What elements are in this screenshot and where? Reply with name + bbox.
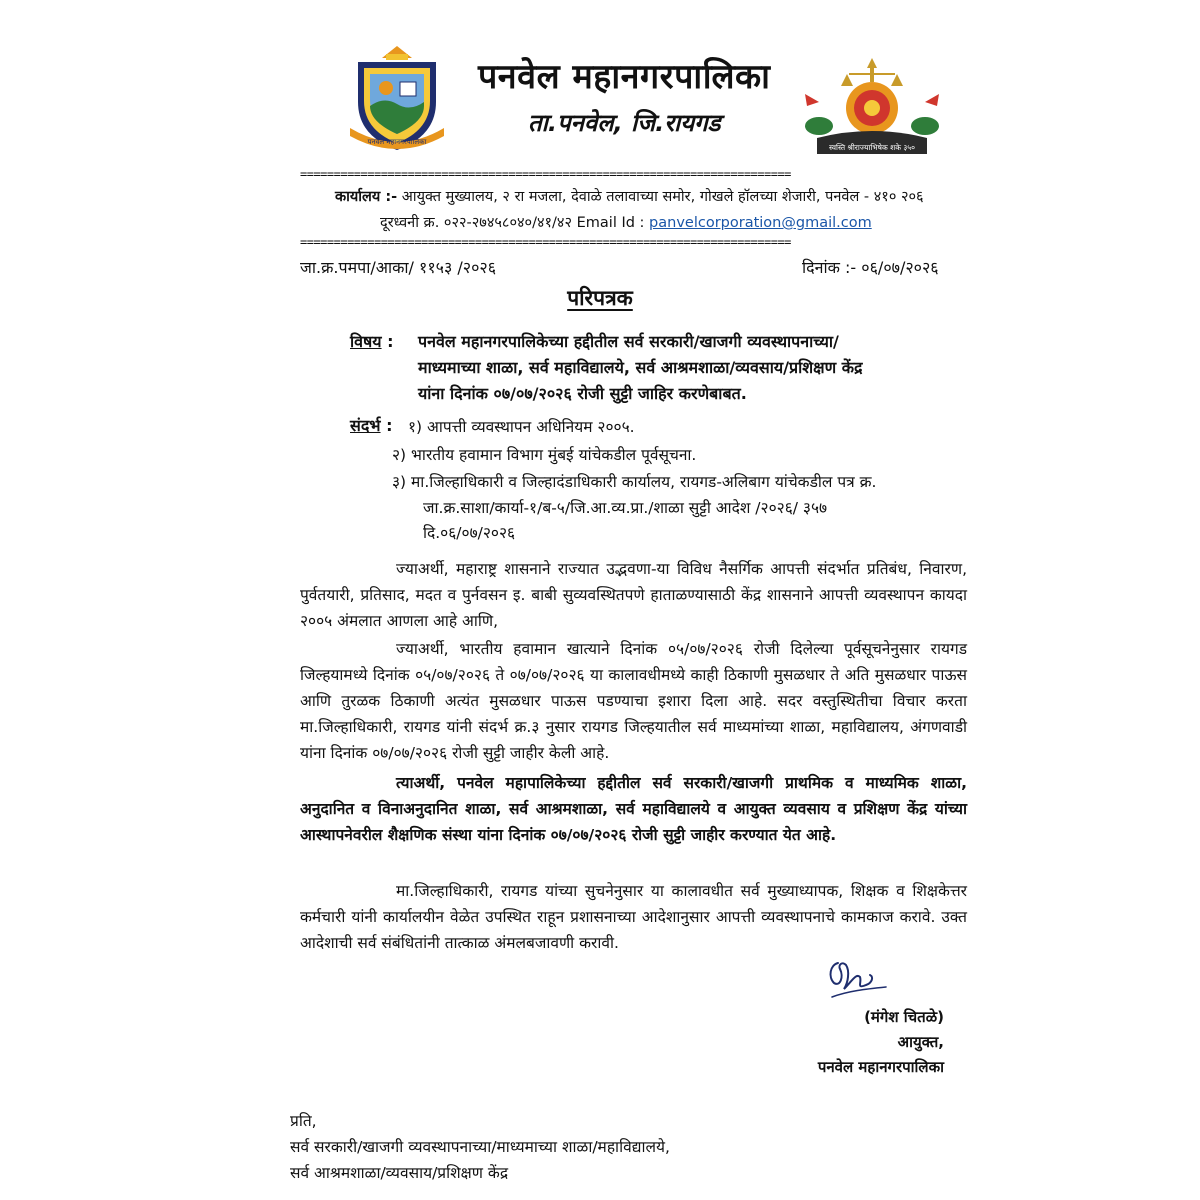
office-address [335, 186, 924, 206]
body-paragraph: मा.जिल्हाधिकारी, रायगड यांच्या सुचनेनुसार या कालावधीत सर्व मुख्याध्यापक, शिक्षक व शिक्षकेत्तर कर्मचारी यांनी कार्यालयीन वेळेत उपस्थित राहून प्रशासनाच्या आदेशानुसार आपत्ती व्यवस्थापनाचे कामकाज करावे. उक्त आदेशाची सर्व संबंधितांनी तात्काळ अंमलबजावणी करावी. [300, 882, 967, 952]
reference-item: दि.०६/०७/२०२६ [423, 524, 516, 542]
subject-line: माध्यमाच्या शाळा, सर्व महाविद्यालये, सर्व आश्रमशाळा/व्यवसाय/प्रशिक्षण केंद्र [418, 358, 863, 377]
reference-item: २) भारतीय हवामान विभाग मुंबई यांचेकडील पूर्वसूचना. [392, 446, 697, 464]
subject-line: यांना दिनांक ०७/०७/२०२६ रोजी सुट्टी जाहिर करणेबाबत. [418, 384, 747, 403]
svg-text:स्वस्ति श्रीराज्याभिषेक शके ३५: स्वस्ति श्रीराज्याभिषेक शके ३५० [828, 143, 916, 152]
recipient-line: सर्व सरकारी/खाजगी व्यवस्थापनाच्या/माध्यमाच्या शाळा/महाविद्यालये, [290, 1138, 670, 1156]
handwritten-signature [822, 955, 892, 1003]
signatory-organization: पनवेल महानगरपालिका [817, 1058, 944, 1076]
phone-email-line [380, 212, 872, 232]
signatory-block [762, 1005, 944, 1080]
signatory-name: (मंगेश चितळे) [864, 1008, 944, 1026]
body-paragraph: ज्याअर्थी, महाराष्ट्र शासनाने राज्यात उद्भवणा-या विविध नैसर्गिक आपत्ती संदर्भात प्रतिबंध, निवारण, पुर्वतयारी, प्रतिसाद, मदत व पुर्नवसन इ. बाबी सुव्यवस्थितपणे हाताळण्यासाठी केंद्र शासनाने आपत्ती व्यवस्थापन कायदा २००५ अंमलात आणला आहे आणि, [300, 560, 967, 630]
reference-item: ३) मा.जिल्हाधिकारी व जिल्हादंडाधिकारी कार्यालय, रायगड-अलिबाग यांचेकडील पत्र क्र. [392, 473, 877, 491]
document-heading: परिपत्रक [567, 286, 633, 310]
svg-text:पनवेल महानगरपालिका: पनवेल महानगरपालिका [367, 138, 427, 146]
order-paragraph: त्याअर्थी, पनवेल महापालिकेच्या हद्दीतील सर्व सरकारी/खाजगी प्राथमिक व माध्यमिक शाळा, अनुदानित व विनाअनुदानित शाळा, सर्व आश्रमशाळा, सर्व महाविद्यालये व आयुक्त व्यवसाय व प्रशिक्षण केंद्र यांच्या आस्थापनेवरील शैक्षणिक संस्था यांना दिनांक ०७/०७/२०२६ रोजी सुट्टी जाहीर करण्यात येत आहे. [300, 774, 967, 844]
subject-line: पनवेल महानगरपालिकेच्या हद्दीतील सर्व सरकारी/खाजगी व्यवस्थापनाच्या/ [418, 332, 839, 351]
panvel-corporation-logo [342, 44, 452, 154]
phone-text: दूरध्वनी क्र. ०२२-२७४५८०४०/४१/४२ Email Id : [380, 215, 645, 231]
office-label: कार्यालय :- [335, 189, 398, 205]
issue-date: दिनांक :- ०६/०७/२०२६ [802, 258, 939, 277]
reference-label: संदर्भ : [350, 416, 393, 435]
header-separator-top: ========================================================================= [300, 168, 791, 180]
subject-label: विषय : [350, 332, 394, 351]
recipients-block [290, 1108, 670, 1186]
body-paragraph: ज्याअर्थी, भारतीय हवामान खात्याने दिनांक ०५/०७/२०२६ रोजी दिलेल्या पूर्वसूचनेनुसार रायगड जिल्हयामध्ये दिनांक ०५/०७/२०२६ ते ०७/०७/२०२६ या कालावधीमध्ये काही ठिकाणी मुसळधार ते अति मुसळधार पाऊस आणि तुरळक ठिकाणी अत्यंत मुसळधार पाऊस पडण्याचा इशारा दिला आहे. सदर वस्तुस्थितीचा विचार करता मा.जिल्हाधिकारी, रायगड यांनी संदर्भ क्र.३ नुसार रायगड जिल्हयातील सर्व माध्यमांच्या शाळा, महाविद्यालय, अंगणवाडी यांना दिनांक ०७/०७/२०२६ रोजी सुट्टी जाहीर केली आहे. [300, 640, 967, 762]
recipient-line: सर्व आश्रमशाळा/व्यवसाय/प्रशिक्षण केंद्र [290, 1164, 509, 1182]
recipients-label: प्रति, [290, 1112, 317, 1130]
org-location: ता.पनवेल, जि.रायगड [528, 109, 721, 137]
reference-number: जा.क्र.पमपा/आका/ ११५३ /२०२६ [300, 258, 497, 277]
header-separator-bottom: ========================================================================= [300, 236, 791, 248]
office-address-text: आयुक्त मुख्यालय, २ रा मजला, देवाळे तलावाच्या समोर, गोखले हॉलच्या शेजारी, पनवेल - ४१० २०६ [401, 189, 924, 205]
reference-item: जा.क्र.साशा/कार्या-१/ब-५/जि.आ.व्य.प्रा./शाळा सुट्टी आदेश /२०२६/ ३५७ [423, 499, 828, 517]
reference-item: १) आपत्ती व्यवस्थापन अधिनियम २००५. [408, 418, 635, 436]
royal-seal-logo [797, 54, 947, 162]
signatory-designation: आयुक्त, [897, 1033, 944, 1051]
org-name: पनवेल महानगरपालिका [478, 57, 771, 97]
email-link[interactable]: panvelcorporation@gmail.com [649, 215, 872, 231]
